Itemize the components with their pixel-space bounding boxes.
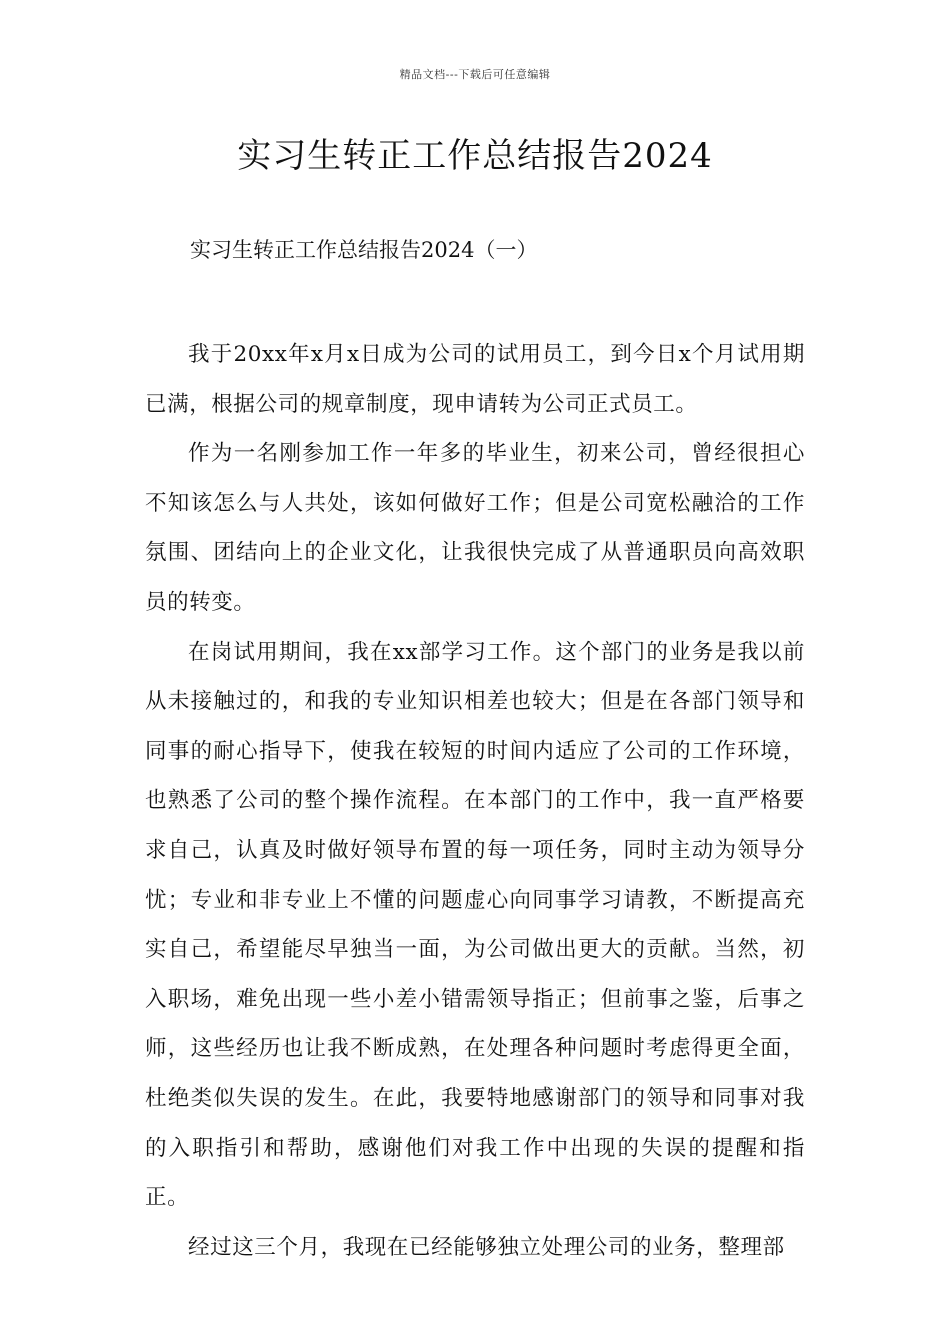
paragraph-4: 经过这三个月，我现在已经能够独立处理公司的业务，整理部 [188, 1234, 785, 1260]
paragraph-1: 我于20xx年x月x日成为公司的试用员工，到今日x个月试用期已满，根据公司的规章制度，现申请转为公司正式员工。 [145, 342, 805, 417]
document-title: 实习生转正工作总结报告2024 [237, 136, 713, 176]
body-text [145, 330, 805, 1272]
header-note: 精品文档---下载后可任意编辑 [399, 68, 551, 81]
paragraph-2: 作为一名刚参加工作一年多的毕业生，初来公司，曾经很担心不知该怎么与人共处，该如何做好工作；但是公司宽松融洽的工作氛围、团结向上的企业文化，让我很快完成了从普通职员向高效职员的转变。 [145, 441, 805, 615]
section-heading: 实习生转正工作总结报告2024（一） [190, 238, 538, 262]
paragraph-3: 在岗试用期间，我在xx部学习工作。这个部门的业务是我以前从未接触过的，和我的专业知识相差也较大；但是在各部门领导和同事的耐心指导下，使我在较短的时间内适应了公司的工作环境，也熟悉了公司的整个操作流程。在本部门的工作中，我一直严格要求自己，认真及时做好领导布置的每一项任务，同时主动为领导分忧；专业和非专业上不懂的问题虚心向同事学习请教，不断提高充实自己，希望能尽早独当一面，为公司做出更大的贡献。当然，初入职场，难免出现一些小差小错需领导指正；但前事之鉴，后事之师，这些经历也让我不断成熟，在处理各种问题时考虑得更全面，杜绝类似失误的发生。在此，我要特地感谢部门的领导和同事对我的入职指引和帮助，感谢他们对我工作中出现的失误的提醒和指正。 [145, 639, 805, 1211]
